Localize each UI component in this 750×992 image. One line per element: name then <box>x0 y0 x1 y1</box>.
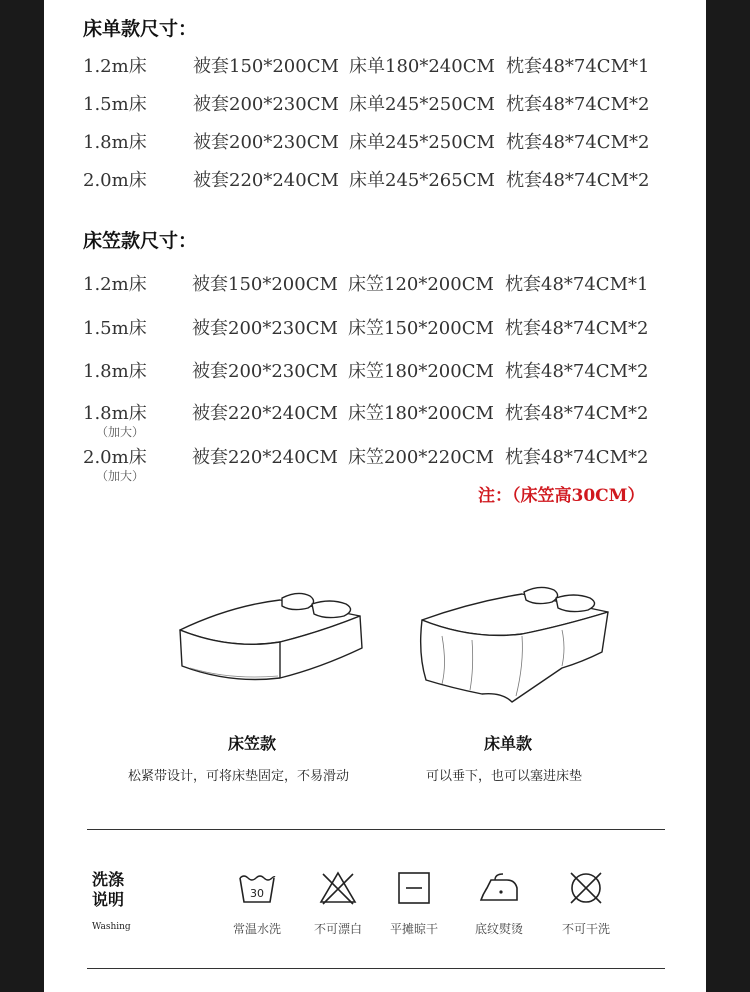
duvet-size: 被套220*240CM <box>193 170 339 191</box>
size-note: （加大） <box>96 425 145 439</box>
pillow-size: 枕套48*74CM*1 <box>505 274 649 295</box>
fitted-caption-title: 床笠款 <box>228 734 277 753</box>
flat-caption-title: 床单款 <box>484 734 533 753</box>
washing-title <box>92 870 124 910</box>
sheet-size: 床单245*265CM <box>349 170 495 191</box>
fitted-sheet-size: 床笠180*200CM <box>348 361 494 382</box>
washing-title-line1: 洗涤 <box>92 870 125 889</box>
care-label: 平摊晾干 <box>389 922 438 936</box>
duvet-size: 被套200*230CM <box>192 318 338 339</box>
no-bleach-icon <box>318 870 358 906</box>
washing-title-line2: 说明 <box>92 890 125 909</box>
pillow-size: 枕套48*74CM*2 <box>505 403 649 424</box>
pillow-size: 枕套48*74CM*2 <box>505 318 649 339</box>
washing-subtitle: Washing <box>92 922 131 932</box>
fitted-height-note: 注：（床笠高30CM） <box>478 486 645 506</box>
pillow-size: 枕套48*74CM*1 <box>506 56 650 77</box>
sheet-size: 床单245*250CM <box>349 132 495 153</box>
fitted-sheet-size: 床笠180*200CM <box>348 403 494 424</box>
care-item <box>298 870 378 906</box>
bed-size: 2.0m床 <box>83 447 147 468</box>
care-label: 底纹熨烫 <box>474 922 523 936</box>
no-dry-clean-icon <box>566 870 606 906</box>
bed-size: 1.8m床 <box>83 403 147 424</box>
care-label: 不可干洗 <box>561 922 610 936</box>
duvet-size: 被套220*240CM <box>192 447 338 468</box>
fitted-sheet-size: 床笠150*200CM <box>348 318 494 339</box>
wash-30-icon <box>237 870 277 906</box>
care-item <box>374 870 454 906</box>
bed-size: 1.8m床 <box>83 361 147 382</box>
dry-flat-icon <box>394 870 434 906</box>
fitted-sheet-bed-illustration <box>170 588 370 698</box>
sheet-size: 床单180*240CM <box>349 56 495 77</box>
bed-size: 1.8m床 <box>83 132 147 153</box>
flat-sheet-bed-illustration <box>412 584 612 708</box>
duvet-size: 被套220*240CM <box>192 403 338 424</box>
size-note: （加大） <box>96 469 145 483</box>
divider-bottom <box>87 968 665 969</box>
pillow-size: 枕套48*74CM*2 <box>506 132 650 153</box>
duvet-size: 被套200*230CM <box>193 132 339 153</box>
fitted-sheet-size: 床笠120*200CM <box>348 274 494 295</box>
pillow-size: 枕套48*74CM*2 <box>506 170 650 191</box>
pillow-size: 枕套48*74CM*2 <box>505 447 649 468</box>
care-item <box>217 870 297 906</box>
duvet-size: 被套200*230CM <box>193 94 339 115</box>
wash-temperature: 30 <box>250 887 264 900</box>
pillow-size: 枕套48*74CM*2 <box>505 361 649 382</box>
care-label: 常温水洗 <box>232 922 281 936</box>
bed-size: 2.0m床 <box>83 170 147 191</box>
divider-top <box>87 829 665 830</box>
low-iron-icon <box>477 870 521 906</box>
flat-caption-desc: 可以垂下，也可以塞进床垫 <box>426 769 583 784</box>
fitted-sheet-size: 床笠200*220CM <box>348 447 494 468</box>
fitted-sheet-title: 床笠款尺寸： <box>83 230 198 252</box>
sheet-size: 床单245*250CM <box>349 94 495 115</box>
care-label: 不可漂白 <box>313 922 362 936</box>
duvet-size: 被套150*200CM <box>193 56 339 77</box>
care-item <box>459 870 539 906</box>
flat-sheet-title: 床单款尺寸： <box>83 18 198 40</box>
pillow-size: 枕套48*74CM*2 <box>506 94 650 115</box>
care-item <box>546 870 626 906</box>
duvet-size: 被套150*200CM <box>192 274 338 295</box>
bed-size: 1.2m床 <box>83 274 147 295</box>
fitted-caption-desc: 松紧带设计，可将床垫固定，不易滑动 <box>128 769 350 784</box>
bed-size: 1.5m床 <box>83 318 147 339</box>
duvet-size: 被套200*230CM <box>192 361 338 382</box>
bed-size: 1.2m床 <box>83 56 147 77</box>
bed-size: 1.5m床 <box>83 94 147 115</box>
